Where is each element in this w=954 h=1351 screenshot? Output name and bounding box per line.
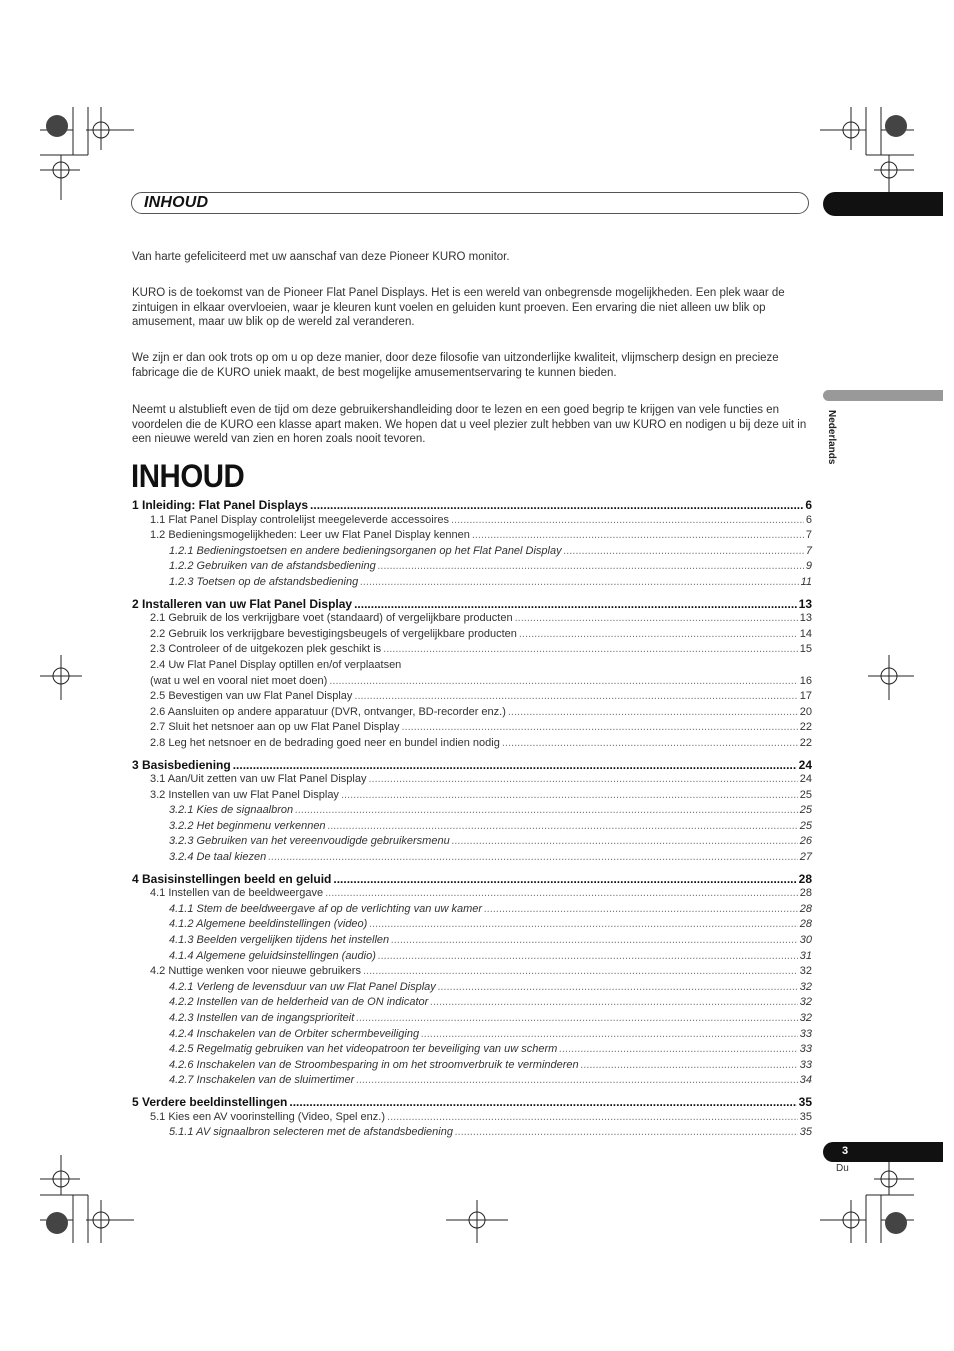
toc-leader-dots [329, 675, 797, 687]
toc-entry-page: 9 [805, 560, 812, 573]
toc-leader-dots [383, 643, 798, 655]
toc-entry-title: 3 Basisbediening [132, 757, 231, 772]
toc-entry [132, 835, 812, 851]
header-title: INHOUD [144, 194, 209, 211]
toc-entry-page: 28 [798, 871, 812, 886]
toc-entry-title: 2.8 Leg het netsnoer en de bedrading goed neer en bundel indien nodig [150, 736, 500, 749]
toc-entry-page: 34 [799, 1074, 812, 1087]
toc-leader-dots [289, 1095, 796, 1109]
toc-entry [132, 737, 812, 753]
toc-leader-dots [421, 1028, 798, 1040]
toc-leader-dots [360, 576, 798, 588]
toc-leader-dots [515, 612, 798, 624]
toc-entry-page: 14 [799, 627, 812, 640]
toc-entry-page: 24 [798, 757, 812, 772]
language-tab [823, 390, 943, 401]
toc-entry-title: 1.1 Flat Panel Display controlelijst meegeleverde accessoires [150, 513, 449, 526]
toc-entry [132, 514, 812, 530]
toc-leader-dots [378, 950, 798, 962]
toc-entry [132, 1126, 812, 1142]
toc-entry-page: 13 [799, 612, 812, 625]
toc-entry-title: (wat u wel en vooral niet moet doen) [150, 674, 328, 687]
toc-entry-title: 4.2.1 Verleng de levensduur van uw Flat Panel Display [169, 980, 436, 993]
toc-entry-title: 4.1.4 Algemene geluidsinstellingen (audio) [169, 949, 376, 962]
toc-entry-page: 35 [798, 1094, 812, 1109]
toc-entry [132, 1028, 812, 1044]
toc-entry [132, 981, 812, 997]
toc-entry-title: 4 Basisinstellingen beeld en geluid [132, 871, 332, 886]
toc-leader-dots [378, 560, 804, 572]
toc-entry-page: 11 [800, 575, 812, 588]
toc-leader-dots [341, 789, 798, 801]
toc-leader-dots [472, 529, 804, 541]
toc-entry [132, 887, 812, 903]
toc-entry-title: 4.2.6 Inschakelen van de Stroombesparing in om het stroomverbruik te verminderen [169, 1058, 579, 1071]
toc-entry [132, 690, 812, 706]
toc-entry-title: 2.4 Uw Flat Panel Display optillen en/of verplaatsen [150, 658, 402, 671]
toc-entry [132, 872, 812, 888]
toc-leader-dots [484, 903, 798, 915]
toc-leader-dots [325, 887, 798, 899]
toc-entry [132, 1074, 812, 1090]
toc-entry-title: 5.1.1 AV signaalbron selecteren met de afstandsbediening [169, 1126, 453, 1139]
toc-leader-dots [430, 996, 797, 1008]
toc-leader-dots [581, 1059, 798, 1071]
toc-leader-dots [295, 804, 798, 816]
toc-entry-page: 25 [799, 804, 812, 817]
toc-entry-page: 7 [805, 529, 812, 542]
toc-entry [132, 597, 812, 613]
toc-entry [132, 1111, 812, 1127]
toc-entry-title: 1.2.1 Bedieningstoetsen en andere bedieningsorganen op het Flat Panel Display [169, 544, 562, 557]
toc-leader-dots [508, 706, 798, 718]
toc-entry [132, 706, 812, 722]
toc-leader-dots [564, 545, 804, 557]
toc-entry-title: 2.1 Gebruik de los verkrijgbare voet (standaard) of vergelijkbare producten [150, 612, 513, 625]
toc-entry [132, 643, 812, 659]
toc-entry-title: 2.6 Aansluiten op andere apparatuur (DVR, ontvanger, BD-recorder enz.) [150, 705, 506, 718]
toc-entry-page: 27 [799, 851, 812, 864]
toc-leader-dots [363, 965, 798, 977]
toc-entry [132, 934, 812, 950]
toc-entry [132, 612, 812, 628]
toc-entry [132, 804, 812, 820]
toc-entry-page: 22 [799, 736, 812, 749]
toc-entry [132, 1059, 812, 1075]
toc-entry-page: 16 [799, 674, 812, 687]
toc-leader-dots [354, 690, 797, 702]
toc-entry-page: 33 [799, 1027, 812, 1040]
toc-entry [132, 675, 812, 691]
intro-paragraph: KURO is de toekomst van de Pioneer Flat Panel Displays. Het is een wereld van onbegrensde mogelijkheden. Een plek waar de zintuigen in elkaar overvloeien, waar je kleuren kunt voelen en geluiden kunt proeven. Een ervaring die niet alleen uw blik op amusement, maar uw blik op de wereld zal veranderen. [132, 287, 785, 329]
toc-leader-dots [519, 628, 798, 640]
toc-entry-title: 4.2 Nuttige wenken voor nieuwe gebruikers [150, 965, 361, 978]
toc-leader-dots [333, 872, 796, 886]
toc-entry [132, 545, 812, 561]
toc-leader-dots [451, 514, 804, 526]
page-language-code: Du [836, 1163, 849, 1174]
toc-leader-dots [559, 1043, 797, 1055]
toc-entry [132, 721, 812, 737]
toc-entry [132, 820, 812, 836]
toc-entry-page: 6 [805, 498, 812, 512]
toc-entry-title: 4.2.7 Inschakelen van de sluimertimer [169, 1074, 355, 1087]
toc-entry-title: 4.1 Instellen van de beeldweergave [150, 887, 324, 900]
toc-entry [132, 576, 812, 592]
toc-leader-dots [356, 1012, 797, 1024]
toc-entry-page: 7 [805, 544, 812, 557]
toc-entry-title: 4.1.1 Stem de beeldweergave af op de verlichting van uw kamer [169, 902, 483, 915]
toc-entry [132, 560, 812, 576]
toc-leader-dots [452, 835, 798, 847]
toc-entry-title: 1.2.3 Toetsen op de afstandsbediening [169, 575, 359, 588]
toc-leader-dots [502, 737, 798, 749]
toc-entry [132, 1043, 812, 1059]
toc-entry [132, 851, 812, 867]
toc-entry-title: 1 Inleiding: Flat Panel Displays [132, 498, 309, 512]
toc-entry-title: 4.2.5 Regelmatig gebruiken van het videopatroon ter beveiliging van uw scherm [169, 1043, 558, 1056]
toc-entry [132, 950, 812, 966]
toc-entry-page: 32 [799, 965, 812, 978]
toc-entry-page: 28 [799, 902, 812, 915]
toc-entry-title: 4.1.2 Algemene beeldinstellingen (video) [169, 918, 368, 931]
toc-leader-dots [387, 1111, 798, 1123]
toc-entry-page: 33 [799, 1043, 812, 1056]
toc-entry-page: 22 [799, 721, 812, 734]
table-of-contents [132, 498, 812, 1142]
toc-entry-page: 32 [799, 980, 812, 993]
toc-entry-page: 25 [799, 819, 812, 832]
header-tab [823, 192, 943, 216]
toc-entry-title: 2 Installeren van uw Flat Panel Display [132, 596, 353, 611]
toc-entry-page: 26 [799, 835, 812, 848]
toc-entry-title: 5.1 Kies een AV voorinstelling (Video, Spel enz.) [150, 1110, 386, 1123]
toc-entry-page: 6 [805, 513, 812, 526]
toc-entry-title: 4.2.4 Inschakelen van de Orbiter schermbeveiliging [169, 1027, 420, 1040]
toc-entry-title: 2.3 Controleer of de uitgekozen plek geschikt is [150, 643, 382, 656]
toc-entry-title: 3.2.3 Gebruiken van het vereenvoudigde gebruikersmenu [169, 835, 450, 848]
toc-entry-page: 35 [799, 1110, 812, 1123]
toc-entry [132, 996, 812, 1012]
toc-entry-title: 4.1.3 Beelden vergelijken tijdens het instellen [169, 934, 390, 947]
toc-entry [132, 659, 812, 675]
intro-paragraph: Neemt u alstublieft even de tijd om deze gebruikershandleiding door te lezen en een goed begrip te krijgen van vele functies en voordelen die de KURO een klasse apart maken. We hopen dat u veel plezier zult hebben van uw KURO en nodigen u bij deze uit in een nieuwe wereld van zien en horen zoals nooit tevoren. [132, 404, 807, 446]
toc-leader-dots [368, 773, 797, 785]
page-number: 3 [842, 1145, 849, 1157]
toc-entry-title: 1.2 Bedieningsmogelijkheden: Leer uw Flat Panel Display kennen [150, 529, 470, 542]
toc-entry-title: 3.2.1 Kies de signaalbron [169, 804, 294, 817]
toc-leader-dots [354, 597, 797, 611]
toc-entry-title: 2.2 Gebruik los verkrijgbare bevestigingsbeugels of vergelijkbare producten [150, 627, 517, 640]
toc-entry [132, 789, 812, 805]
toc-entry-page: 32 [799, 996, 812, 1009]
toc-entry-title: 4.2.2 Instellen van de helderheid van de ON indicator [169, 996, 429, 1009]
toc-entry [132, 529, 812, 545]
toc-leader-dots [401, 721, 797, 733]
toc-entry-page: 13 [798, 596, 812, 611]
toc-leader-dots [438, 981, 798, 993]
toc-entry-title: 3.1 Aan/Uit zetten van uw Flat Panel Display [150, 773, 367, 786]
toc-entry [132, 903, 812, 919]
toc-entry [132, 628, 812, 644]
header-bar [131, 192, 809, 214]
toc-leader-dots [455, 1126, 798, 1138]
toc-entry-title: 3.2 Instellen van uw Flat Panel Display [150, 788, 339, 801]
toc-entry [132, 1095, 812, 1111]
toc-entry-title: 3.2.4 De taal kiezen [169, 851, 267, 864]
toc-entry-page: 31 [799, 949, 812, 962]
toc-leader-dots [328, 820, 798, 832]
toc-entry [132, 773, 812, 789]
toc-entry-page: 25 [799, 788, 812, 801]
toc-entry-page: 30 [799, 934, 812, 947]
toc-entry-page: 32 [799, 1012, 812, 1024]
toc-entry-page: 20 [799, 705, 812, 718]
toc-entry [132, 758, 812, 774]
intro-paragraph: Van harte gefeliciteerd met uw aanschaf van deze Pioneer KURO monitor. [132, 251, 510, 263]
page-number-tab [823, 1142, 943, 1162]
toc-entry-title: 1.2.2 Gebruiken van de afstandsbediening [169, 560, 376, 573]
toc-title: INHOUD [131, 458, 245, 494]
toc-entry [132, 498, 812, 514]
toc-leader-dots [268, 851, 798, 863]
toc-entry-page: 28 [799, 918, 812, 931]
toc-leader-dots [233, 758, 797, 772]
toc-leader-dots [310, 498, 803, 512]
toc-entry-page: 17 [799, 690, 812, 703]
toc-leader-dots [369, 918, 797, 930]
toc-entry-page: 24 [799, 773, 812, 786]
toc-leader-dots [391, 934, 798, 946]
toc-entry-page: 28 [799, 887, 812, 900]
intro-paragraph: We zijn er dan ook trots op om u op deze manier, door deze filosofie van uitzonderlijke kwaliteit, vlijmscherp design en precieze fabricage die de KURO uniek maakt, de best mogelijke amusementservaring te kunnen bieden. [132, 352, 779, 379]
toc-entry-title: 5 Verdere beeldinstellingen [132, 1094, 288, 1109]
toc-entry-title: 2.5 Bevestigen van uw Flat Panel Display [150, 690, 353, 703]
toc-entry-title: 4.2.3 Instellen van de ingangsprioriteit [169, 1012, 355, 1024]
toc-entry [132, 918, 812, 934]
toc-entry-page: 33 [799, 1058, 812, 1071]
toc-entry-title: 2.7 Sluit het netsnoer aan op uw Flat Panel Display [150, 721, 400, 734]
toc-entry [132, 1012, 812, 1028]
toc-entry [132, 965, 812, 981]
toc-entry-page: 15 [799, 643, 812, 656]
toc-entry-page: 35 [799, 1126, 812, 1139]
side-language-label: Nederlands [826, 410, 837, 465]
toc-entry-title: 3.2.2 Het beginmenu verkennen [169, 819, 326, 832]
toc-leader-dots [356, 1074, 797, 1086]
